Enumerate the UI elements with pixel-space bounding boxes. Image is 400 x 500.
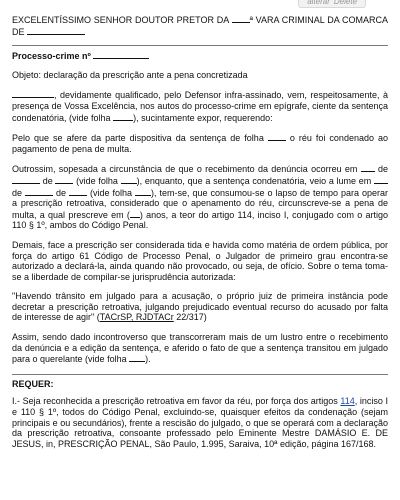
requer-divider [12,374,388,375]
petition-document [12,14,388,458]
delete-link[interactable]: Delete [333,0,357,6]
paragraph-outrossim: Outrossim, sopesada a circunstância de que o recebimento da denúncia ocorreu em de de (vide folha ), enquanto, que a sentença condenatória, veio a lume em de de (vide folha ), tem-se, que consumou-se o lapso de tempo para operar a prescrição retroativa, considerado que o apenamento do réu, circunscreve-se a pena de multa, a qual prescreve em ( ) anos, a teor do artigo 114, inciso I, conjugado com o artigo 110 § 1º, ambos do Código Penal. [12,164,389,231]
process-number: Processo-crime nº [12,50,388,62]
paragraph-pelo: Pelo que se afere da parte dispositiva da sentença de folha o réu foi condenado ao pagamento de pena de multa. [12,133,388,154]
paragraph-demais: Demais, face a prescrição ser considerada tida e havida como matéria de ordem pública, por força do artigo 61 Código de Processo Penal, o Julgador de primeiro grau encontra-se autorizado a declará-la, ainda quando não provocado, ou seja, de ofício. Sobre o tema toma-se a liberdade de compilar-se jurisprudência autorizada: [12,239,388,282]
objeto-line: Objeto: declaração da prescrição ante a pena concretizada [12,69,248,80]
court-header: EXCELENTÍSSIMO SENHOR DOUTOR PRETOR DA ª VARA CRIMINAL DA COMARCA DE [12,15,388,37]
intro-paragraph: , devidamente qualificado, pelo Defensor infra-assinado, vem, respeitosamente, à presença de Vossa Excelência, nos autos do processo-crime em epígrafe, ciente da sentença condenatória, (vide folha ), sucintamente expor, requerendo: [12,90,388,123]
toolbar [0,0,400,9]
jurisprudence-quote: "Havendo trânsito em julgado para a acusação, o próprio juiz de primeira instância pode decretar a prescrição retroativa, julgando prejudicado eventual recurso do acusado por falta de interesse de agir" (TACrSP, RJDTACr 22/317) [12,291,388,323]
header-divider [12,45,388,46]
edit-link[interactable]: alterar [307,0,330,6]
quote-citation: TACrSP, RJDTACr [99,312,174,323]
requer-heading: REQUER: [12,378,54,389]
paragraph-assim: Assim, sendo dado incontroverso que transcorreram mais de um lustro entre o recebimento da denúncia e a edição da sentença, e aferido o fato de que a sentença transitou em julgado para o querelante (vide folha ). [12,332,388,365]
article-114-link[interactable]: 114 [340,396,355,407]
edit-delete-pill [298,0,366,8]
request-item-1: I.- Seja reconhecida a prescrição retroativa em favor da réu, por força dos artigos 114, inciso I e 110 § 1º, todos do Código Penal, excluindo-se, quaisquer efeitos da condenação (sejam principais e ou secundários), frente a rescisão do julgado, o que se operará com a declaração da prescrição retroativa, consoante professado pelo Eminente Mestre DAMÁSIO E. DE JESUS, in, PRESCRIÇÃO PENAL, São Paulo, 1.995, Saraiva, 10ª edição, página 167/168. [12,396,388,449]
